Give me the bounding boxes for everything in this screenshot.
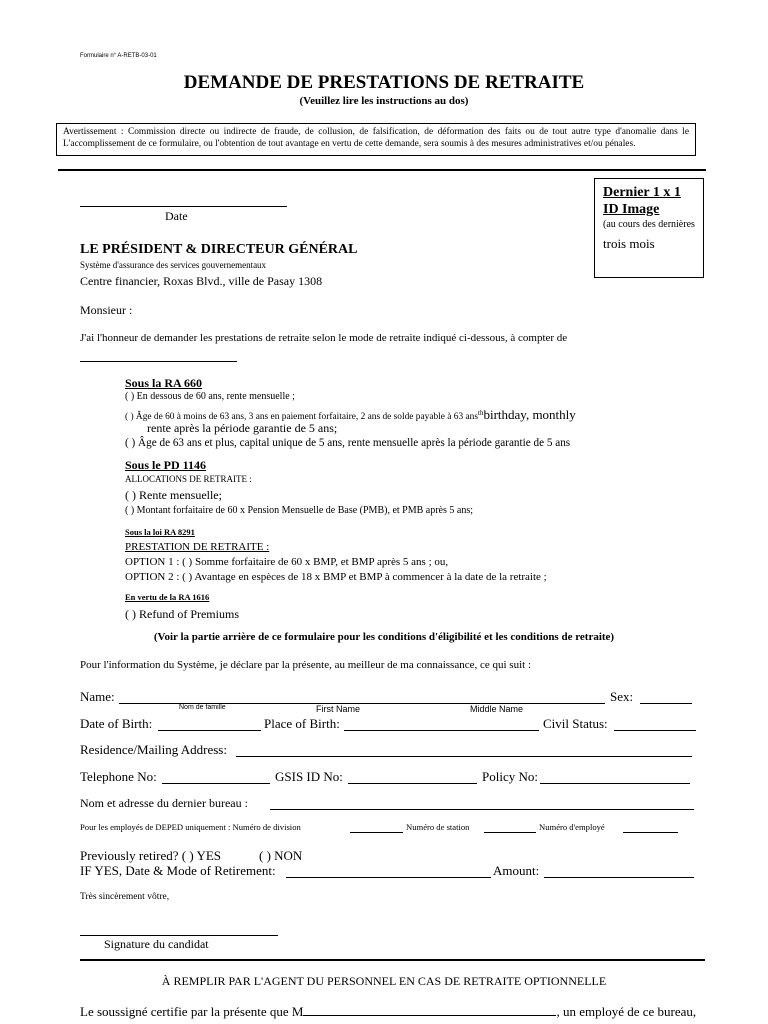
retirement-mode-label: IF YES, Date & Mode of Retirement: <box>80 863 276 878</box>
pob-label: Place of Birth: <box>264 716 340 731</box>
ra660-option-1[interactable]: ( ) En dessous de 60 ans, rente mensuelle ; <box>125 391 295 402</box>
previously-retired-yes[interactable]: Previously retired? ( ) YES <box>80 848 222 863</box>
office-field[interactable] <box>270 809 694 810</box>
section-divider <box>80 959 705 961</box>
previously-retired-no[interactable]: ( ) NON <box>259 848 303 863</box>
date-label: Date <box>165 209 188 223</box>
office-label: Nom et adresse du dernier bureau : <box>80 796 248 810</box>
form-number: Formulaire n° A-RETB-03-01 <box>80 53 157 59</box>
civil-status-label: Civil Status: <box>543 716 608 731</box>
last-name-caption: Nom de famille <box>179 704 226 711</box>
certify-text <box>80 1004 696 1020</box>
ra660-heading: Sous la RA 660 <box>125 376 203 390</box>
address-field[interactable] <box>236 756 692 757</box>
civil-status-field[interactable] <box>614 730 696 731</box>
id-box-line3: (au cours des dernières <box>603 219 695 230</box>
page-subtitle: (Veuillez lire les instructions au dos) <box>299 95 469 107</box>
ra8291-heading: Sous la loi RA 8291 <box>125 527 195 537</box>
divider <box>58 169 706 171</box>
pd1146-subheading: ALLOCATIONS DE RETRAITE : <box>125 474 252 484</box>
sex-field[interactable] <box>640 703 692 704</box>
ra8291-option-1[interactable]: OPTION 1 : ( ) Somme forfaitaire de 60 x BMP, et BMP après 5 ans ; ou, <box>125 556 449 568</box>
ra660-option-2-line2: rente après la période garantie de 5 ans; <box>147 421 338 435</box>
division-field[interactable] <box>350 832 403 833</box>
gsis-label: GSIS ID No: <box>275 769 343 784</box>
pob-field[interactable] <box>344 730 539 731</box>
ra660-option-2-cont: birthday, monthly <box>483 407 576 422</box>
start-date-field[interactable] <box>80 361 237 362</box>
station-field[interactable] <box>484 832 536 833</box>
id-box-line1: Dernier 1 x 1 <box>603 185 681 200</box>
intro-text: J'ai l'honneur de demander les prestations de retraite selon le mode de retraite indiqué ci-dessous, à compter de <box>80 332 568 344</box>
amount-field[interactable] <box>544 877 694 878</box>
telephone-field[interactable] <box>162 783 270 784</box>
station-label: Numéro de station <box>406 822 470 832</box>
ra8291-subheading: PRESTATION DE RETRAITE : <box>125 541 270 553</box>
closing: Très sincèrement vôtre, <box>80 892 170 902</box>
retirement-mode-field[interactable] <box>286 877 491 878</box>
addressee-name: LE PRÉSIDENT & DIRECTEUR GÉNÉRAL <box>80 242 358 257</box>
warning-box: Avertissement : Commission directe ou indirecte de fraude, de collusion, de falsification, de déformation des faits ou de tout autre type d'anomalie dans le L'accomplissement de ce formulaire, ou l'obtention de tout avantage en vertu de cette demande, sera soumis à des mesures administratives et/ou pénales. <box>56 123 696 156</box>
certify-prefix: Le soussigné certifie par la présente que M <box>80 1004 304 1019</box>
employee-name-field[interactable] <box>303 1014 556 1016</box>
gsis-field[interactable] <box>348 783 477 784</box>
telephone-label: Telephone No: <box>80 769 157 784</box>
dob-field[interactable] <box>158 730 261 731</box>
pd1146-option-2[interactable]: ( ) Montant forfaitaire de 60 x Pension Mensuelle de Base (PMB), et PMB après 5 ans; <box>125 505 473 516</box>
date-field[interactable] <box>80 206 287 207</box>
address-label: Residence/Mailing Address: <box>80 742 227 757</box>
declaration-text: Pour l'information du Système, je déclare par la présente, au meilleur de ma connaissance, ce qui suit : <box>80 659 531 671</box>
id-box-line2: ID Image <box>603 202 660 217</box>
section-title: À REMPLIR PAR L'AGENT DU PERSONNEL EN CAS DE RETRAITE OPTIONNELLE <box>161 974 607 988</box>
amount-label: Amount: <box>493 863 540 878</box>
page-title: DEMANDE DE PRESTATIONS DE RETRAITE <box>183 72 585 93</box>
ra1616-option-1[interactable]: ( ) Refund of Premiums <box>125 607 239 621</box>
signature-label: Signature du candidat <box>104 937 209 951</box>
certify-suffix: , un employé de ce bureau, <box>556 1004 697 1019</box>
ra8291-option-2[interactable]: OPTION 2 : ( ) Avantage en espèces de 18 x BMP et BMP à commencer à la date de la retraite ; <box>125 571 547 583</box>
addressee-address: Centre financier, Roxas Blvd., ville de Pasay 1308 <box>80 274 323 288</box>
ra660-option-2-sup: th <box>478 408 484 417</box>
employee-field[interactable] <box>623 832 678 833</box>
see-back-note: (Voir la partie arrière de ce formulaire pour les conditions d'éligibilité et les conditions de retraite) <box>153 631 615 643</box>
ra660-option-3[interactable]: ( ) Âge de 63 ans et plus, capital unique de 5 ans, rente mensuelle après la période garantie de 5 ans <box>125 437 571 449</box>
salutation: Monsieur : <box>80 303 133 317</box>
pd1146-heading: Sous le PD 1146 <box>125 458 207 472</box>
ra660-option-2-text: ( ) Âge de 60 à moins de 63 ans, 3 ans en paiement forfaitaire, 2 ans de solde payable à 63 ans <box>125 412 479 422</box>
name-label: Name: <box>80 689 115 704</box>
deped-label: Pour les employés de DEPED uniquement : Numéro de division <box>80 822 301 832</box>
sex-label: Sex: <box>610 689 634 704</box>
dob-label: Date of Birth: <box>80 716 153 731</box>
policy-label: Policy No: <box>482 769 538 784</box>
first-name-caption: First Name <box>316 704 361 714</box>
ra1616-heading: En vertu de la RA 1616 <box>125 592 210 602</box>
employee-label: Numéro d'employé <box>539 822 605 832</box>
signature-field[interactable] <box>80 935 278 936</box>
middle-name-caption: Middle Name <box>470 704 524 714</box>
addressee-org: Système d'assurance des services gouvernementaux <box>80 260 267 270</box>
pd1146-option-1[interactable]: ( ) Rente mensuelle; <box>125 488 222 502</box>
policy-field[interactable] <box>540 783 690 784</box>
id-photo-box[interactable] <box>594 178 704 278</box>
id-box-line4: trois mois <box>603 236 655 251</box>
